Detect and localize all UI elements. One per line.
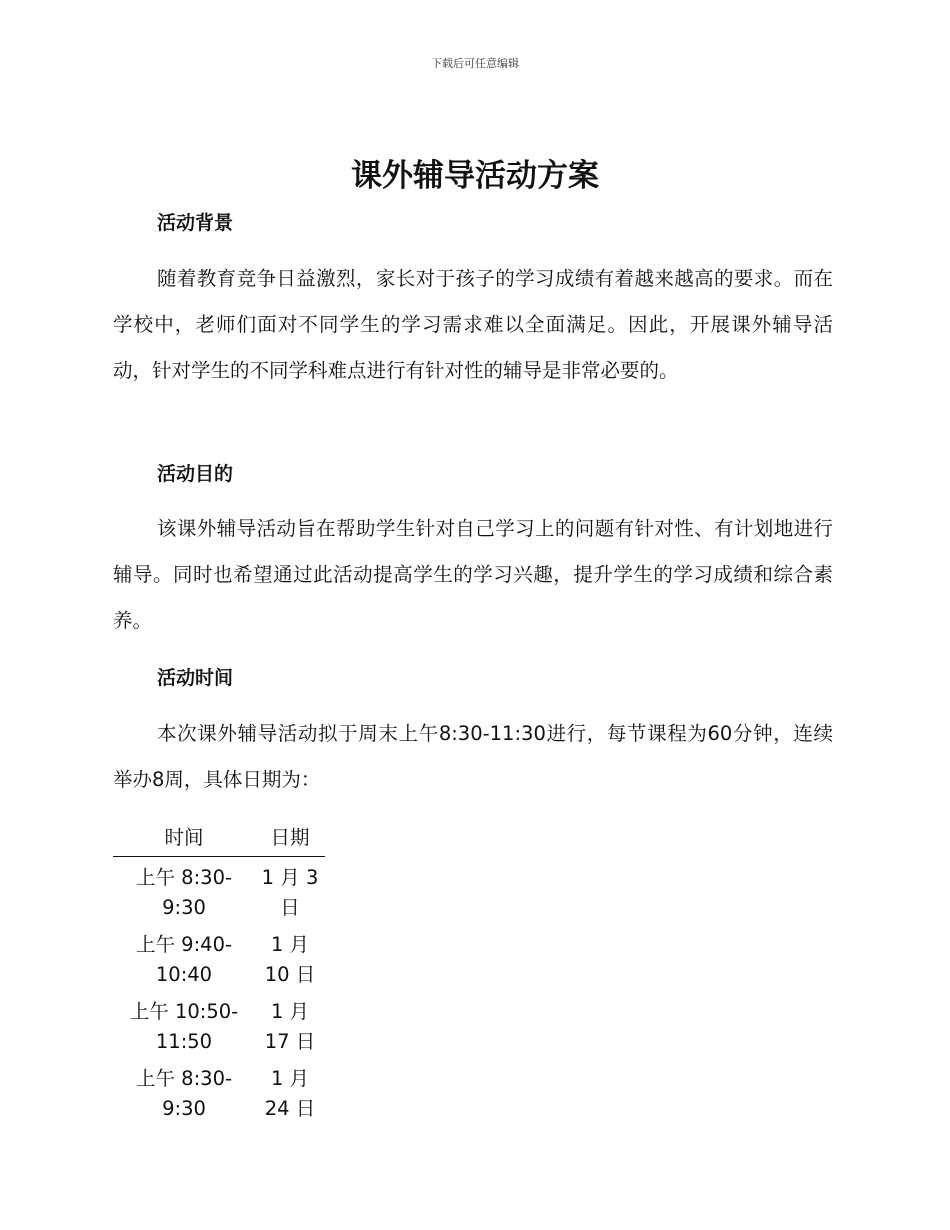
table-row bbox=[113, 857, 325, 925]
time-line: 上午 10:50- bbox=[129, 1000, 239, 1023]
time-line: 上午 9:40- bbox=[135, 933, 233, 956]
date-line: 1 月 bbox=[270, 933, 310, 956]
time-cell bbox=[113, 1058, 255, 1125]
date-cell bbox=[255, 1058, 325, 1125]
date-line: 17 日 bbox=[264, 1030, 316, 1053]
date-line: 1 月 bbox=[270, 1067, 310, 1090]
time-line: 11:50 bbox=[155, 1030, 213, 1053]
date-line: 1 月 3 bbox=[261, 866, 319, 889]
date-cell bbox=[255, 924, 325, 991]
section-heading-background: 活动背景 bbox=[157, 212, 234, 234]
time-cell bbox=[113, 991, 255, 1058]
table-row bbox=[113, 924, 325, 991]
section-paragraph-purpose: 该课外辅导活动旨在帮助学生针对自己学习上的问题有针对性、有计划地进行辅导。同时也希望通过此活动提高学生的学习兴趣，提升学生的学习成绩和综合素养。 bbox=[113, 517, 833, 632]
date-line: 1 月 bbox=[270, 1000, 310, 1023]
section-heading-purpose: 活动目的 bbox=[157, 463, 234, 485]
time-line: 10:40 bbox=[155, 963, 213, 986]
table-header-row bbox=[113, 822, 325, 857]
date-cell bbox=[255, 857, 325, 925]
date-line: 24 日 bbox=[264, 1097, 316, 1120]
date-line: 日 bbox=[280, 896, 300, 919]
time-line: 上午 8:30- bbox=[135, 866, 233, 889]
time-line: 9:30 bbox=[162, 896, 206, 919]
header-note: 下载后可任意编辑 bbox=[431, 57, 519, 70]
schedule-table bbox=[113, 822, 325, 1125]
time-cell bbox=[113, 857, 255, 925]
column-header-time: 时间 bbox=[113, 822, 255, 857]
section-paragraph-time: 本次课外辅导活动拟于周末上午8:30-11:30进行，每节课程为60分钟，连续举办8周，具体日期为： bbox=[113, 722, 833, 791]
table-row bbox=[113, 1058, 325, 1125]
time-line: 9:30 bbox=[162, 1097, 206, 1120]
date-line: 10 日 bbox=[264, 963, 316, 986]
column-header-date: 日期 bbox=[255, 822, 325, 857]
date-cell bbox=[255, 991, 325, 1058]
table-row bbox=[113, 991, 325, 1058]
time-cell bbox=[113, 924, 255, 991]
document-title: 课外辅导活动方案 bbox=[351, 158, 599, 194]
section-heading-time: 活动时间 bbox=[157, 667, 234, 689]
section-paragraph-background: 随着教育竞争日益激烈，家长对于孩子的学习成绩有着越来越高的要求。而在学校中，老师们面对不同学生的学习需求难以全面满足。因此，开展课外辅导活动，针对学生的不同学科难点进行有针对性的辅导是非常必要的。 bbox=[113, 267, 833, 382]
time-line: 上午 8:30- bbox=[135, 1067, 233, 1090]
